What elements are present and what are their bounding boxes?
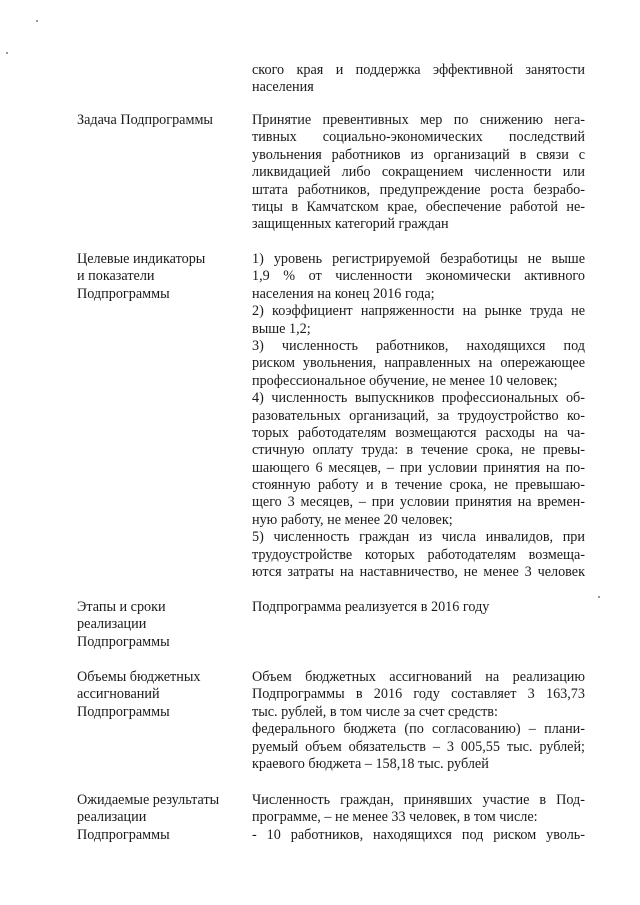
scan-speck	[598, 596, 600, 598]
text-line: программе, – не менее 33 человек, в том числе:	[252, 809, 538, 826]
label-line: Задача Подпрограммы	[77, 112, 213, 128]
text-line: Подпрограммы в 2016 году составляет 3 163,73	[252, 686, 585, 703]
label-line: ассигнований	[77, 686, 160, 703]
text-line: стоянную работу и в течение срока, не превышаю-	[252, 477, 585, 494]
label-line: и показатели	[77, 268, 155, 285]
text-line: руемый объем обязательств – 3 005,55 тыс. рублей;	[252, 738, 585, 755]
text-line: тыс. рублей, в том числе за счет средств:	[252, 703, 498, 720]
text-line: ются затраты на наставничество, не менее 3 человек	[252, 564, 585, 581]
text-line: 4) численность выпускников профессиональных об-	[252, 390, 585, 407]
text-line: разовательных организаций, за трудоустройство ко-	[252, 407, 585, 424]
label-line: реализации	[77, 809, 147, 826]
label-line: Подпрограммы	[77, 633, 170, 650]
text-line: Подпрограмма реализуется в 2016 году	[252, 599, 490, 615]
text-line: шающего 6 месяцев, – при условии принятия на по-	[252, 459, 585, 476]
text-line: 3) численность работников, находящихся под	[252, 337, 585, 354]
text-line: тивных социально-экономических последствий	[252, 129, 585, 146]
text-line: риском увольнения, направленных на опережающее	[252, 355, 585, 372]
text-line: трудоустройстве которых работодателям возмеща-	[252, 546, 585, 563]
label-line: Ожидаемые результаты	[77, 792, 220, 808]
stages-value	[252, 599, 585, 616]
text-line: ликвидацией либо сокращением численности или	[252, 164, 585, 181]
text-line: населения на конец 2016 года;	[252, 285, 435, 302]
text-line: тицы в Камчатском крае, обеспечение работой не-	[252, 198, 585, 215]
text-line: Объем бюджетных ассигнований на реализацию	[252, 669, 585, 685]
text-line: 2) коэффициент напряженности на рынке труда не	[252, 303, 585, 320]
budget-value	[252, 669, 585, 773]
text-line: федерального бюджета (по согласованию) – плани-	[252, 721, 585, 738]
label-line: реализации	[77, 616, 147, 633]
stages-label	[77, 599, 247, 651]
text-line: 5) численность граждан из числа инвалидов, при	[252, 529, 585, 546]
text-line: Принятие превентивных мер по снижению нега-	[252, 112, 585, 128]
task-value	[252, 112, 585, 234]
text-line: выше 1,2;	[252, 320, 311, 337]
results-value	[252, 792, 585, 844]
goal-continuation-value	[252, 62, 585, 97]
results-label	[77, 792, 247, 844]
text-line: профессиональное обучение, не менее 10 человек;	[252, 372, 558, 389]
text-line: - 10 работников, находящихся под риском уволь-	[252, 826, 585, 843]
text-line: 1,9 % от численности экономически активного	[252, 268, 585, 285]
budget-label	[77, 669, 247, 721]
text-line: населения	[252, 79, 314, 96]
text-line: торых работодателям возмещаются расходы на ча-	[252, 424, 585, 441]
text-line: Численность граждан, принявших участие в Под-	[252, 792, 585, 808]
scan-speck	[6, 52, 8, 54]
scan-speck	[36, 20, 38, 22]
indicators-value	[252, 251, 585, 581]
label-line: Подпрограммы	[77, 703, 170, 720]
text-line: ную работу, не менее 20 человек;	[252, 511, 453, 528]
text-line: щего 3 месяцев, – при условии принятия на времен-	[252, 494, 585, 511]
label-line: Объемы бюджетных	[77, 669, 201, 685]
text-line: ского края и поддержка эффективной занятости	[252, 62, 585, 78]
label-line: Подпрограммы	[77, 285, 170, 302]
text-line: защищенных категорий граждан	[252, 216, 449, 233]
task-label	[77, 112, 247, 129]
text-line: штата работников, предупреждение роста безрабо-	[252, 181, 585, 198]
text-line: 1) уровень регистрируемой безработицы не выше	[252, 251, 585, 267]
label-line: Подпрограммы	[77, 826, 170, 843]
text-line: краевого бюджета – 158,18 тыс. рублей	[252, 755, 489, 772]
label-line: Целевые индикаторы	[77, 251, 206, 267]
text-line: увольнения работников из организаций в связи с	[252, 146, 585, 163]
label-line: Этапы и сроки	[77, 599, 166, 615]
indicators-label	[77, 251, 247, 303]
text-line: стичную оплату труда: в течение срока, не превы-	[252, 442, 585, 459]
